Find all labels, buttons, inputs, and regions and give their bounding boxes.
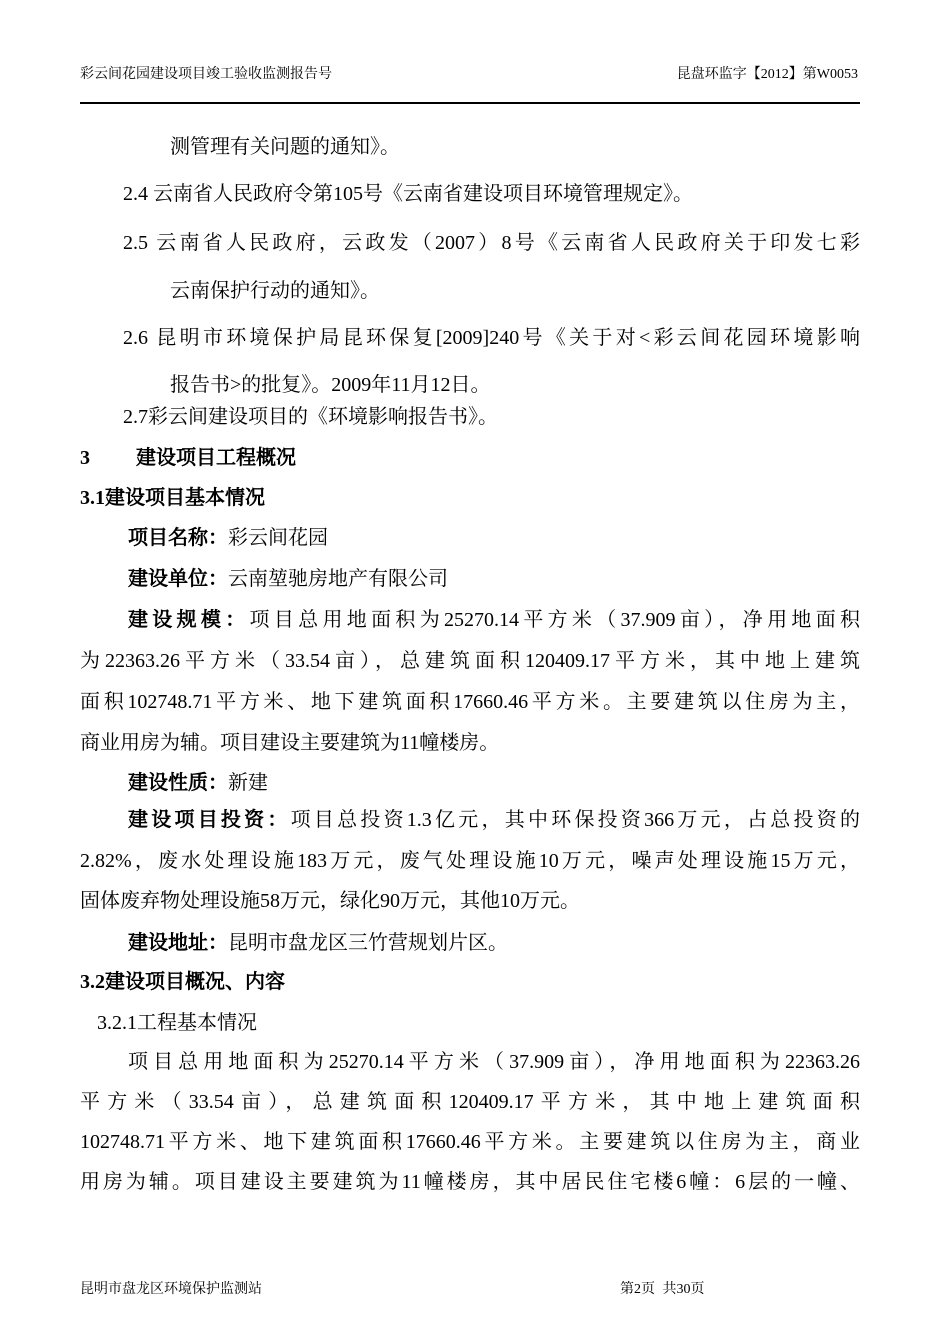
paragraph-line: 102748.71平方米、地下建筑面积17660.46平方米。主要建筑以住房为主，商业 bbox=[80, 1131, 860, 1153]
list-item-2-7: 2.7彩云间建设项目的《环境影响报告书》。 bbox=[123, 406, 498, 428]
subsection-heading-3-2-1: 3.2.1工程基本情况 bbox=[97, 1012, 257, 1034]
paragraph-line: 用房为辅。项目建设主要建筑为11幢楼房，其中居民住宅楼6幢：6层的一幢、 bbox=[80, 1171, 860, 1193]
paragraph-line: 项目总用地面积为25270.14平方米（37.909亩），净用地面积为22363.26 bbox=[128, 1051, 860, 1073]
text-line: 2.82%，废水处理设施183万元，废气处理设施10万元，噪声处理设施15万元， bbox=[80, 850, 860, 872]
text-line: 报告书>的批复》。2009年11月12日。 bbox=[170, 374, 491, 396]
text-line: 测管理有关问题的通知》。 bbox=[170, 136, 400, 158]
section-heading-3 bbox=[80, 444, 860, 472]
paragraph-line: 平方米（33.54亩），总建筑面积120409.17平方米，其中地上建筑面积 bbox=[80, 1091, 860, 1113]
project-scale-line bbox=[128, 606, 860, 634]
project-name-line bbox=[128, 524, 860, 552]
project-unit-line bbox=[128, 565, 860, 593]
text-line: 商业用房为辅。项目建设主要建筑为11幢楼房。 bbox=[80, 732, 500, 754]
section-heading-3-2: 3.2建设项目概况、内容 bbox=[80, 971, 285, 993]
section-number: 3 bbox=[80, 447, 90, 469]
field-label: 建设地址： bbox=[128, 932, 228, 954]
field-label: 项目名称： bbox=[128, 527, 228, 549]
section-heading-3-1: 3.1建设项目基本情况 bbox=[80, 487, 265, 509]
header-report-title: 彩云间花园建设项目竣工验收监测报告号 bbox=[80, 67, 332, 82]
text-line: 云南保护行动的通知》。 bbox=[170, 280, 380, 302]
project-nature-line bbox=[128, 769, 860, 797]
list-item-2-6: 2.6 昆明市环境保护局昆环保复[2009]240号《关于对<彩云间花园环境影响 bbox=[123, 327, 860, 349]
text-line: 面积102748.71平方米、地下建筑面积17660.46平方米。主要建筑以住房为主， bbox=[80, 691, 860, 713]
field-label: 建设性质： bbox=[128, 772, 228, 794]
field-label: 建设单位： bbox=[128, 568, 228, 590]
field-value: 彩云间花园 bbox=[228, 527, 328, 549]
section-title: 建设项目工程概况 bbox=[136, 447, 296, 469]
field-value: 云南堃驰房地产有限公司 bbox=[228, 568, 448, 590]
field-label: 建设规模： bbox=[128, 609, 250, 631]
text-line: 为22363.26平方米（33.54亩），总建筑面积120409.17平方米，其中地上建筑 bbox=[80, 650, 860, 672]
field-value: 新建 bbox=[228, 772, 268, 794]
field-value: 项目总投资1.3亿元，其中环保投资366万元，占总投资的 bbox=[290, 809, 861, 831]
footer-station-name: 昆明市盘龙区环境保护监测站 bbox=[80, 1282, 262, 1297]
list-item-2-5: 2.5 云南省人民政府，云政发（2007）8号《云南省人民政府关于印发七彩 bbox=[123, 232, 860, 254]
project-investment-line bbox=[128, 806, 860, 834]
text-line: 固体废弃物处理设施58万元，绿化90万元，其他10万元。 bbox=[80, 890, 580, 912]
field-value: 昆明市盘龙区三竹营规划片区。 bbox=[228, 932, 508, 954]
header-divider bbox=[80, 102, 860, 104]
footer-page-number: 第2页 共30页 bbox=[620, 1282, 705, 1297]
list-item-2-4: 2.4 云南省人民政府令第105号《云南省建设项目环境管理规定》。 bbox=[123, 183, 693, 205]
header-report-number: 昆盘环监字【2012】第W0053 bbox=[676, 67, 858, 82]
project-address-line bbox=[128, 929, 860, 957]
field-value: 项目总用地面积为25270.14平方米（37.909亩），净用地面积 bbox=[249, 609, 861, 631]
field-label: 建设项目投资： bbox=[128, 809, 291, 831]
